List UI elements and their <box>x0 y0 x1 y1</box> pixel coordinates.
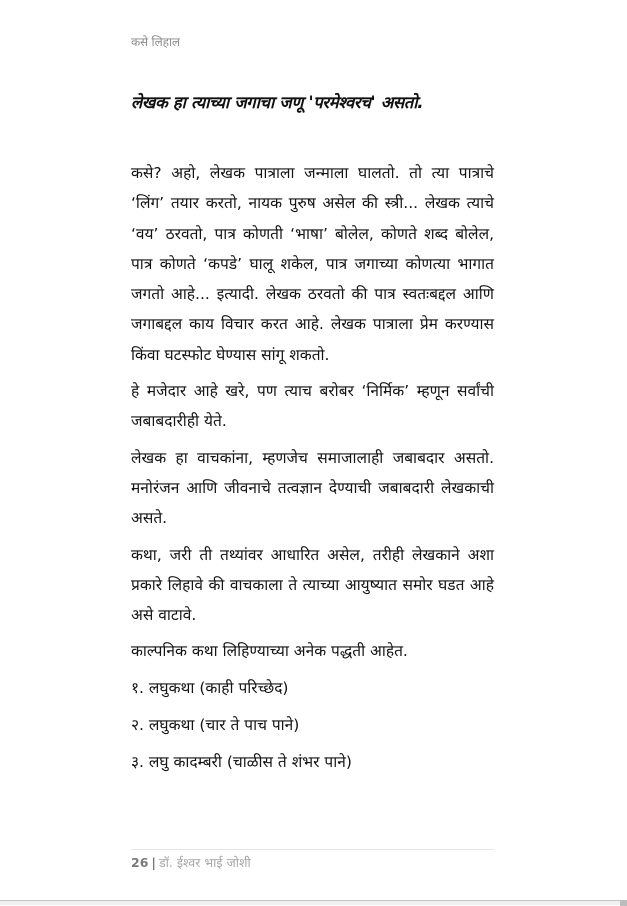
footer-separator: | <box>151 855 156 870</box>
scrollbar-corner <box>620 900 627 906</box>
paragraph: लेखक हा वाचकांना, म्हणजेच समाजालाही जबाबदार असतो. मनोरंजन आणि जीवनाचे तत्वज्ञान देण्याची जबाबदारी लेखकाची असते. <box>131 448 494 528</box>
list-item: १. लघुकथा (काही परिच्छेद) <box>131 678 289 697</box>
paragraph: काल्पनिक कथा लिहिण्याच्या अनेक पद्धती आहेत. <box>131 642 408 661</box>
paragraph: कसे? अहो, लेखक पात्राला जन्माला घालतो. तो त्या पात्राचे ‘लिंग’ तयार करतो, नायक पुरुष असेल की स्त्री... लेखक त्याचे ‘वय’ ठरवतो, पात्र कोणती ‘भाषा’ बोलेल, कोणते शब्द बोलेल, पात्र कोणते ‘कपडे’ घालू शकेल, पात्र जगाच्या कोणत्या भागात जगतो आहे... इत्यादी. लेखक ठरवतो की पात्र स्वतःबद्दल आणि जगाबद्दल काय विचार करत आहे. लेखक पात्राला प्रेम करण्यास किंवा घटस्फोट घेण्यास सांगू शकतो. <box>131 164 494 364</box>
footer-author: डॉ. ईश्वर भाई जोशी <box>158 855 251 870</box>
section-heading: लेखक हा त्याच्या जगाचा जणू 'परमेश्वरच' असतो. <box>131 93 424 112</box>
body-text <box>131 158 494 785</box>
list-item: २. लघुकथा (चार ते पाच पाने) <box>131 716 300 735</box>
paragraph: हे मजेदार आहे खरे, पण त्याच बरोबर ‘निर्मिक’ म्हणून सर्वांची जबाबदारीही येते. <box>131 382 494 431</box>
page-footer <box>131 849 494 871</box>
page-number: 26 <box>131 855 149 870</box>
list-item: ३. लघु कादम्बरी (चाळीस ते शंभर पाने) <box>131 753 352 772</box>
running-header-title: कसे लिहाल <box>131 35 180 49</box>
paragraph: कथा, जरी ती तथ्यांवर आधारित असेल, तरीही लेखकाने अशा प्रकारे लिहावे की वाचकाला ते त्याच्या आयुष्यात समोर घडत आहे असे वाटावे. <box>131 545 494 625</box>
horizontal-scrollbar[interactable] <box>0 900 627 905</box>
